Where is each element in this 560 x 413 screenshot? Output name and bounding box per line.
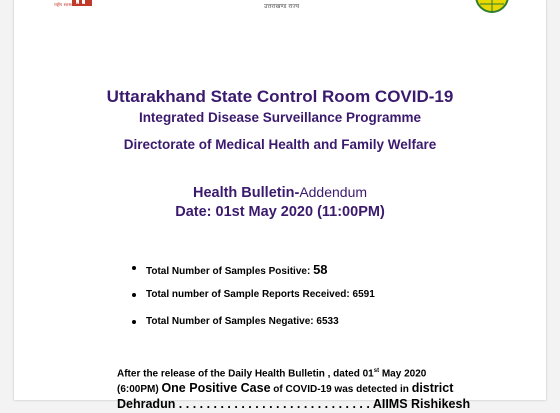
document-page xyxy=(14,0,546,412)
stat-item-positive xyxy=(132,262,375,289)
stat-item-received xyxy=(132,289,375,316)
stat-label: Total Number of Samples Negative: xyxy=(146,316,317,327)
programme-title: Integrated Disease Surveillance Programme xyxy=(138,110,422,125)
stats-list xyxy=(132,262,375,343)
para-text: After the release of the Daily Health Bulletin , dated 01 xyxy=(117,368,374,380)
para-text: of COVID-19 was detected in xyxy=(270,384,412,396)
stat-value: 6533 xyxy=(316,316,339,327)
nhm-logo-caption: राष्ट्रीय स्वास्थ्य मिशन xyxy=(54,2,84,7)
state-emblem-caption: उत्तराखण्ड राज्य xyxy=(264,3,300,10)
stat-value: 58 xyxy=(313,262,328,277)
bullet-icon xyxy=(132,320,136,324)
stat-label: Total Number of Samples Positive: xyxy=(146,266,314,277)
bullet-icon xyxy=(132,293,136,297)
directorate-title: Directorate of Medical Health and Family Welfare xyxy=(123,137,437,152)
bulletin-heading xyxy=(14,184,546,201)
para-sup: st xyxy=(373,368,380,374)
bulletin-date: Date: 01st May 2020 (11:00PM) xyxy=(175,204,385,220)
globe-logo xyxy=(474,0,510,14)
bulletin-heading-addendum: Addendum xyxy=(299,184,368,200)
stat-item-negative xyxy=(132,316,375,343)
stat-label: Total number of Sample Reports Received: xyxy=(146,289,353,300)
main-title: Uttarakhand State Control Room COVID-19 xyxy=(106,87,454,106)
bulletin-heading-text: Health Bulletin- xyxy=(192,185,300,201)
para-highlight: district xyxy=(411,381,454,396)
para-cut-line: Dehradun . . . . . . . . . . . . . . . . . . . . . . . . . . . . AIIMS Rishikesh xyxy=(117,397,471,412)
para-highlight: One Positive Case xyxy=(161,381,271,396)
bullet-icon xyxy=(132,266,136,270)
stat-value: 6591 xyxy=(352,289,375,300)
bulletin-paragraph xyxy=(117,364,497,413)
para-text: (6:00PM) xyxy=(117,384,162,396)
para-text: May 2020 xyxy=(379,368,427,380)
